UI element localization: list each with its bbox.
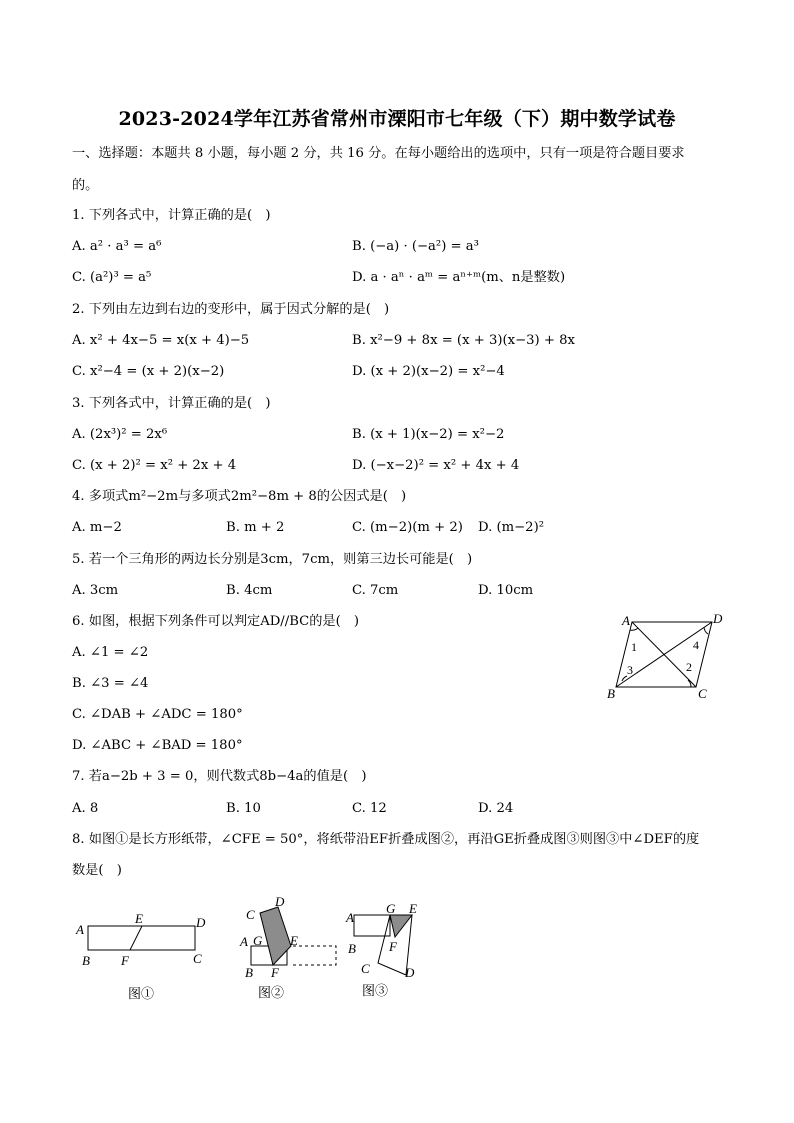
fig1-caption: 图①	[128, 986, 155, 1001]
fig6-label-b: B	[607, 686, 615, 701]
question-2-option-b: B. x²−9 + 8x = (x + 3)(x−3) + 8x	[352, 333, 575, 348]
question-4-option-c: C. (m−2)(m + 2)	[352, 520, 463, 535]
question-7-stem: 7. 若a−2b + 3 = 0，则代数式8b−4a的值是( )	[72, 769, 367, 784]
question-5-option-d: D. 10cm	[478, 583, 534, 598]
fig2-caption: 图②	[258, 985, 285, 1000]
question-3-option-b: B. (x + 1)(x−2) = x²−2	[352, 427, 505, 442]
question-7-option-a: A. 8	[72, 801, 99, 816]
question-4-option-d: D. (m−2)²	[478, 520, 545, 535]
fig3-label-e: E	[409, 901, 417, 916]
question-1-stem: 1. 下列各式中，计算正确的是( )	[72, 208, 271, 223]
question-6-stem: 6. 如图，根据下列条件可以判定AD//BC的是( )	[72, 614, 360, 629]
question-3-option-c: C. (x + 2)² = x² + 2x + 4	[72, 458, 237, 473]
fig2-label-a: A	[240, 934, 248, 949]
fig3-label-g: G	[386, 901, 396, 916]
question-2-option-a: A. x² + 4x−5 = x(x + 4)−5	[72, 333, 250, 348]
question-6-option-a: A. ∠1 = ∠2	[72, 645, 149, 660]
question-4-stem: 4. 多项式m²−2m与多项式2m²−8m + 8的公因式是( )	[72, 489, 407, 504]
question-2-option-d: D. (x + 2)(x−2) = x²−4	[352, 364, 505, 379]
question-6-option-c: C. ∠DAB + ∠ADC = 180°	[72, 707, 243, 722]
question-5-stem: 5. 若一个三角形的两边长分别是3cm，7cm，则第三边长可能是( )	[72, 552, 473, 567]
question-1-option-b: B. (−a) · (−a²) = a³	[352, 239, 479, 254]
fig3-label-f: F	[389, 939, 397, 954]
question-4-option-a: A. m−2	[72, 520, 122, 535]
fig1-label-b: B	[82, 953, 90, 968]
fig2-label-g: G	[253, 933, 263, 948]
question-8-stem-line2: 数是( )	[72, 863, 122, 878]
question-5-option-a: A. 3cm	[72, 583, 119, 598]
question-3-option-a: A. (2x³)² = 2x⁶	[72, 427, 168, 442]
question-8-stem-line1: 8. 如图①是长方形纸带，∠CFE = 50°，将纸带沿EF折叠成图②，再沿GE折叠成图③则图③中∠DEF的度	[72, 832, 700, 847]
fig6-label-c: C	[698, 686, 707, 701]
question-4-option-b: B. m + 2	[226, 520, 285, 535]
fig6-angle-2: 2	[686, 660, 692, 674]
section-heading-line1: 一、选择题：本题共 8 小题，每小题 2 分，共 16 分。在每小题给出的选项中，只有一项是符合题目要求	[72, 146, 685, 161]
page-title: 2023-2024学年江苏省常州市溧阳市七年级（下）期中数学试卷	[118, 108, 676, 130]
question-8-figure-2	[238, 893, 343, 1005]
question-7-option-c: C. 12	[352, 801, 387, 816]
question-3-stem: 3. 下列各式中，计算正确的是( )	[72, 396, 271, 411]
fig1-label-c: C	[193, 951, 202, 966]
question-3-option-d: D. (−x−2)² = x² + 4x + 4	[352, 458, 520, 473]
fig3-label-b: B	[348, 941, 356, 956]
fig1-label-f: F	[121, 953, 129, 968]
question-6-figure	[600, 608, 730, 704]
question-5-option-b: B. 4cm	[226, 583, 273, 598]
question-2-option-c: C. x²−4 = (x + 2)(x−2)	[72, 364, 225, 379]
question-7-option-d: D. 24	[478, 801, 514, 816]
fig6-angle-3: 3	[627, 663, 633, 677]
fig6-label-d: D	[713, 611, 723, 626]
question-2-stem: 2. 下列由左边到右边的变形中，属于因式分解的是( )	[72, 302, 390, 317]
fig2-label-b: B	[245, 965, 253, 980]
question-5-option-c: C. 7cm	[352, 583, 399, 598]
question-8-figure-1	[70, 905, 220, 1005]
question-6-option-b: B. ∠3 = ∠4	[72, 676, 149, 691]
fig2-label-f: F	[271, 965, 279, 980]
fig3-label-a: A	[346, 910, 354, 925]
fig1-label-e: E	[135, 911, 143, 926]
fig3-label-d: D	[405, 965, 415, 980]
fig6-label-a: A	[622, 613, 630, 628]
fig1-label-a: A	[76, 922, 84, 937]
fig2-label-e: E	[290, 933, 298, 948]
fig2-label-c: C	[246, 907, 255, 922]
question-8-figure-3	[340, 895, 440, 1005]
question-6-option-d: D. ∠ABC + ∠BAD = 180°	[72, 738, 243, 753]
fig6-angle-4: 4	[693, 638, 699, 652]
fig6-angle-1: 1	[631, 640, 637, 654]
question-1-option-d: D. a · aⁿ · aᵐ = aⁿ⁺ᵐ(m、n是整数)	[352, 270, 566, 285]
section-heading-line2: 的。	[72, 178, 99, 193]
fig3-label-c: C	[361, 961, 370, 976]
fig2-label-d: D	[275, 894, 285, 909]
fig3-caption: 图③	[362, 983, 389, 998]
question-1-option-c: C. (a²)³ = a⁵	[72, 270, 152, 285]
fig1-label-d: D	[196, 915, 206, 930]
question-7-option-b: B. 10	[226, 801, 261, 816]
question-1-option-a: A. a² · a³ = a⁶	[72, 239, 162, 254]
